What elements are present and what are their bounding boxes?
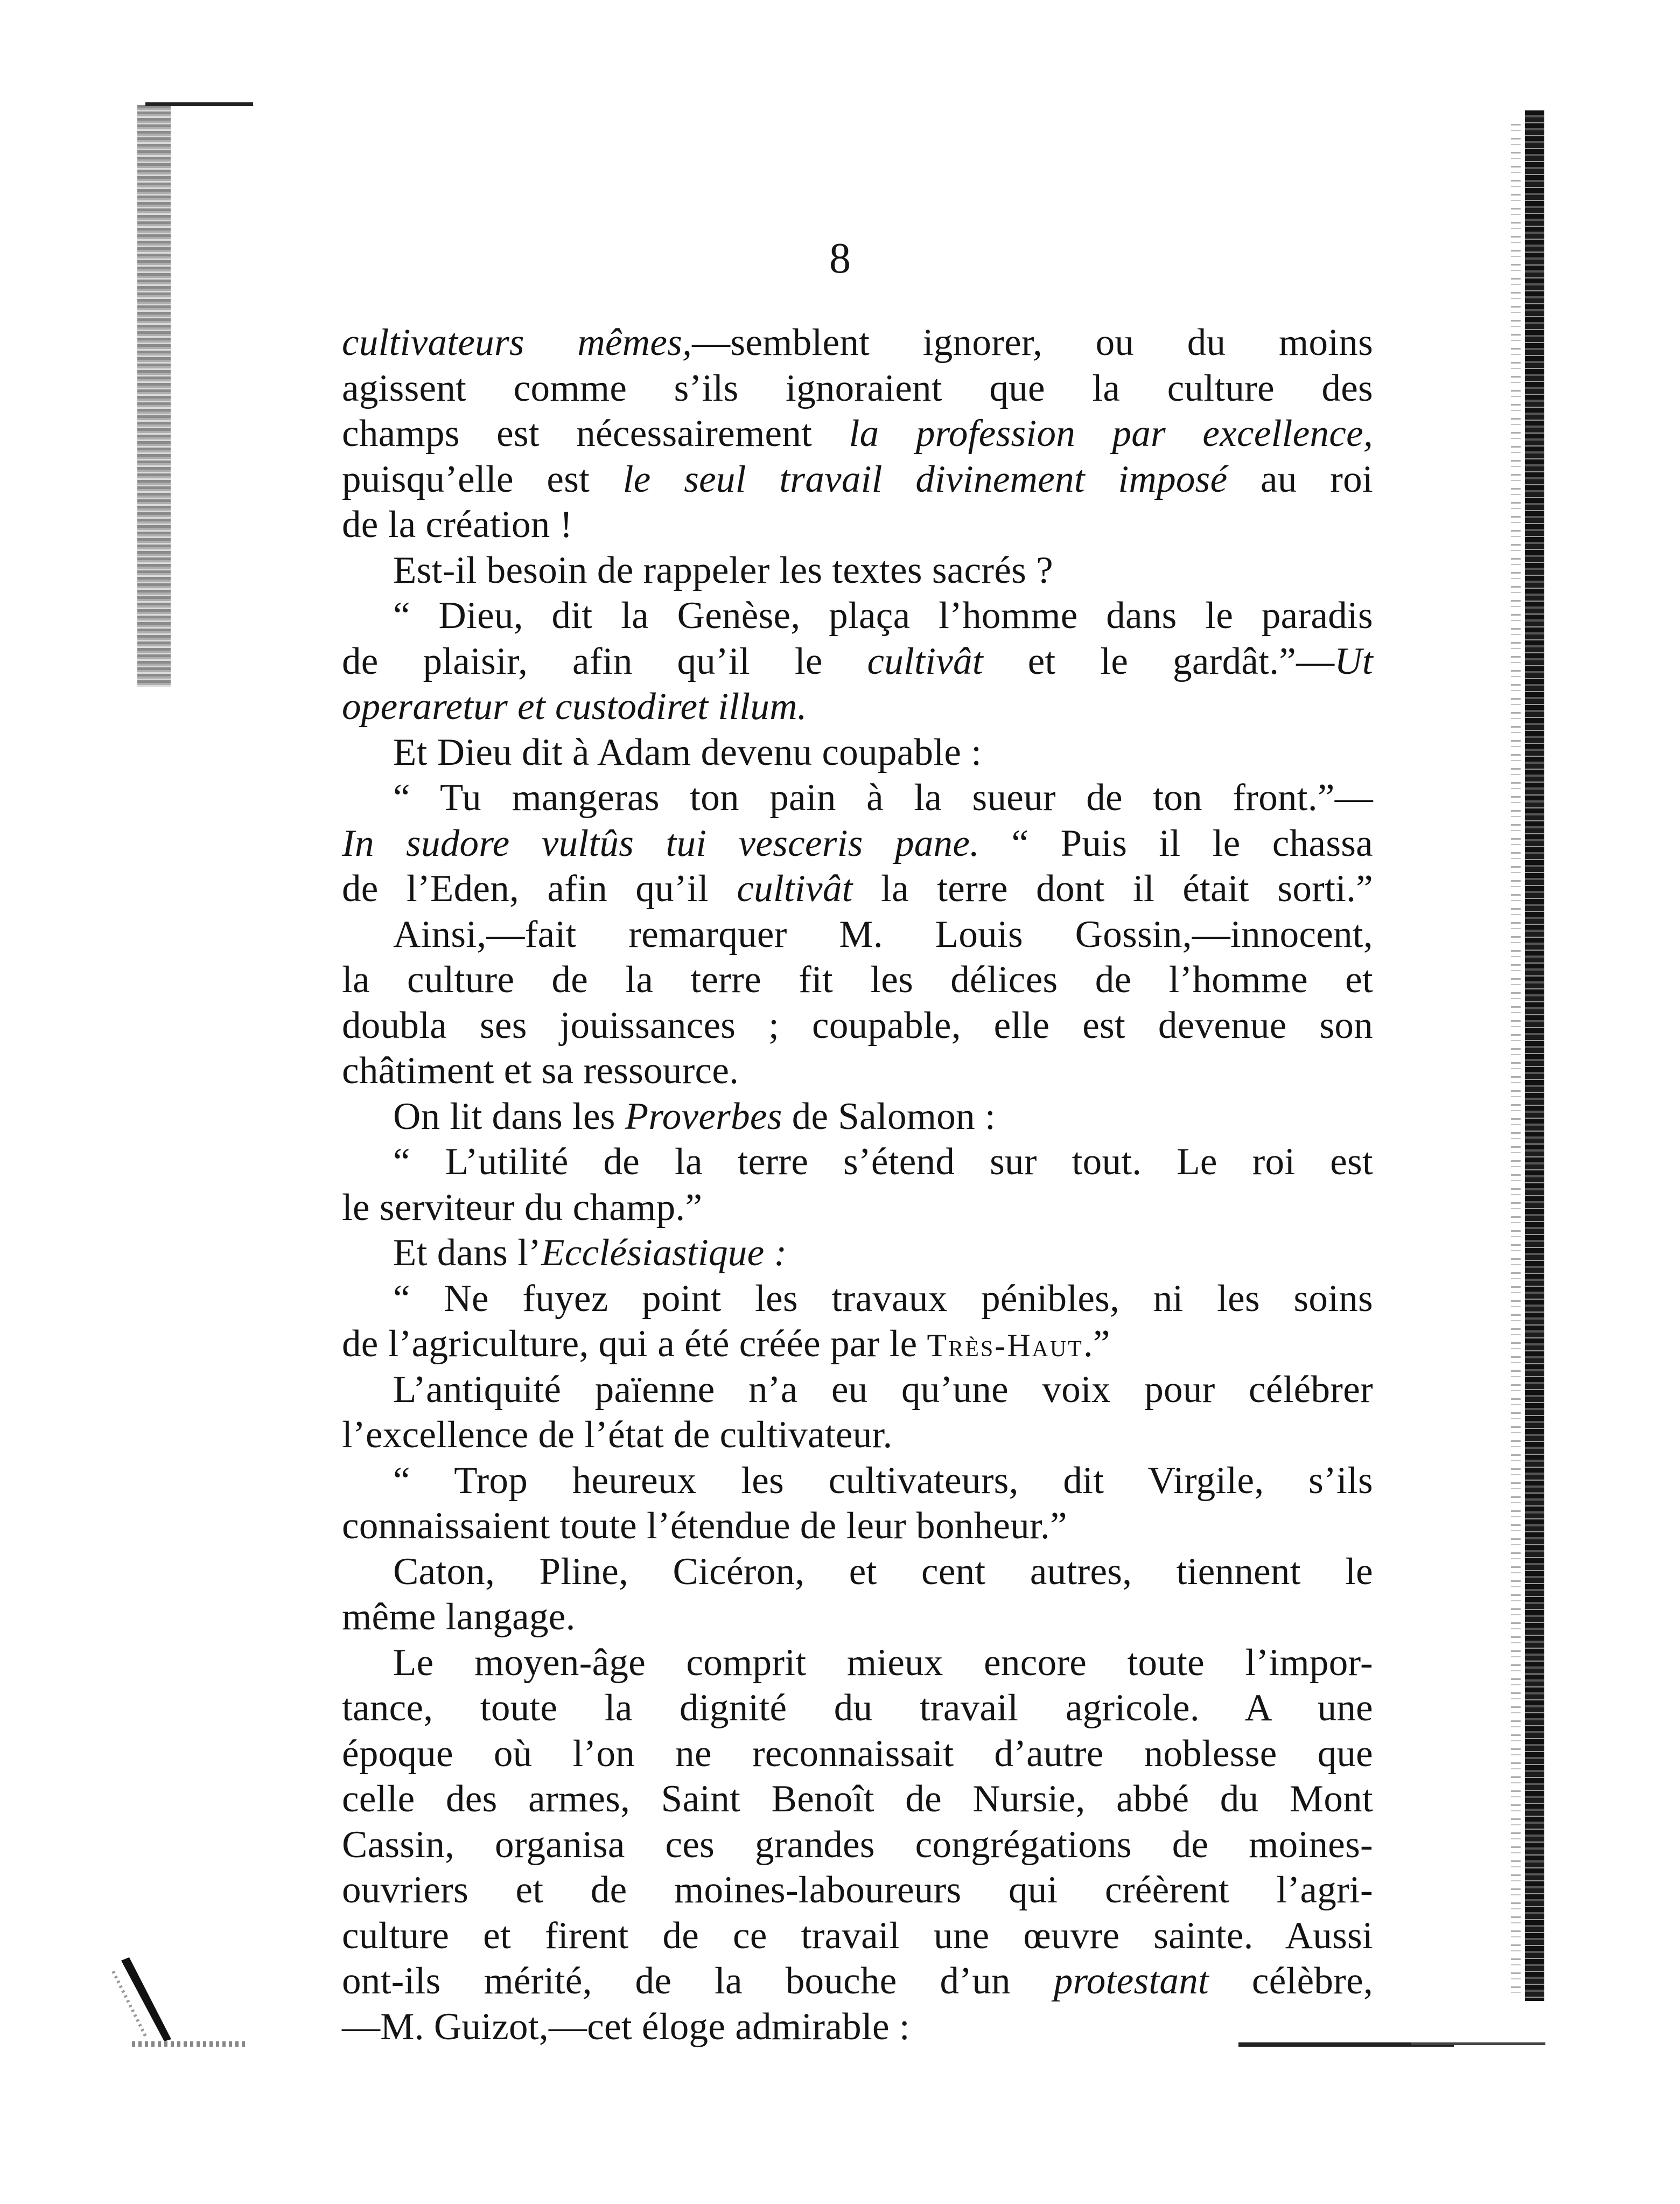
text-line: l’excellence de l’état de cultivateur. bbox=[342, 1414, 893, 1456]
text-line: Et dans l’Ecclésiastique : bbox=[393, 1232, 787, 1274]
text-line: de plaisir, afin qu’il le cultivât et le gardât.”—Ut bbox=[342, 640, 1373, 682]
text-line: Et Dieu dit à Adam devenu coupable : bbox=[393, 731, 982, 773]
text-line: Le moyen-âge comprit mieux encore toute l’impor- bbox=[393, 1641, 1373, 1684]
text-line: —M. Guizot,—cet éloge admirable : bbox=[342, 2005, 910, 2048]
text-line: de la création ! bbox=[342, 504, 573, 546]
text-line: “ Trop heureux les cultivateurs, dit Virgile, s’ils bbox=[393, 1459, 1373, 1502]
text-line: agissent comme s’ils ignoraient que la culture des bbox=[342, 367, 1373, 409]
text-line: champs est nécessairement la profession par excellence, bbox=[342, 413, 1374, 455]
text-line: le serviteur du champ.” bbox=[342, 1186, 703, 1229]
body-text bbox=[342, 320, 1373, 2049]
text-line: Ainsi,—fait remarquer M. Louis Gossin,—innocent, bbox=[393, 913, 1373, 955]
text-line: ouvriers et de moines-laboureurs qui créèrent l’agri- bbox=[342, 1869, 1373, 1911]
text-line: puisqu’elle est le seul travail divinement imposé au roi bbox=[342, 458, 1374, 500]
text-line: “ L’utilité de la terre s’étend sur tout. Le roi est bbox=[393, 1141, 1373, 1183]
text-line: la culture de la terre fit les délices de l’homme et bbox=[342, 959, 1373, 1001]
text-line: operaretur et custodiret illum. bbox=[342, 686, 807, 728]
text-line: “ Dieu, dit la Genèse, plaça l’homme dans le paradis bbox=[393, 595, 1373, 637]
page-number: 8 bbox=[829, 235, 851, 282]
text-line: On lit dans les Proverbes de Salomon : bbox=[393, 1095, 996, 1138]
text-line: In sudore vultûs tui vesceris pane. “ Puis il le chassa bbox=[342, 822, 1373, 864]
text-line: “ Tu mangeras ton pain à la sueur de ton front.”— bbox=[393, 777, 1373, 819]
text-line: cultivateurs mêmes,—semblent ignorer, ou du moins bbox=[342, 322, 1374, 364]
text-line: même langage. bbox=[342, 1596, 576, 1638]
text-line: époque où l’on ne reconnaissait d’autre noblesse que bbox=[342, 1732, 1373, 1775]
text-line: “ Ne fuyez point les travaux pénibles, ni les soins bbox=[393, 1277, 1373, 1320]
text-line: Caton, Pline, Cicéron, et cent autres, tiennent le bbox=[393, 1550, 1373, 1593]
text-line: doubla ses jouissances ; coupable, elle est devenue son bbox=[342, 1004, 1373, 1047]
scan-edge-bottom-2 bbox=[1411, 2042, 1545, 2045]
text-line: celle des armes, Saint Benoît de Nursie, abbé du Mont bbox=[342, 1778, 1373, 1820]
text-line: de l’Eden, afin qu’il cultivât la terre dont il était sorti.” bbox=[342, 868, 1373, 910]
text-line: châtiment et sa ressource. bbox=[342, 1050, 739, 1092]
scan-edge-left bbox=[137, 105, 171, 687]
text-line: de l’agriculture, qui a été créée par le Très-Haut.” bbox=[342, 1323, 1110, 1365]
scan-corner-mark bbox=[108, 1950, 248, 2047]
text-line: connaissaient toute l’étendue de leur bonheur.” bbox=[342, 1505, 1067, 1547]
scan-edge-right-inner bbox=[1511, 124, 1521, 1993]
text-line: Est-il besoin de rappeler les textes sacrés ? bbox=[393, 549, 1053, 591]
text-line: culture et firent de ce travail une œuvre sainte. Aussi bbox=[342, 1914, 1373, 1957]
text-line: L’antiquité païenne n’a eu qu’une voix pour célébrer bbox=[393, 1368, 1373, 1411]
text-line: ont-ils mérité, de la bouche d’un protestant célèbre, bbox=[342, 1960, 1373, 2002]
text-line: tance, toute la dignité du travail agricole. A une bbox=[342, 1687, 1373, 1729]
text-line: Cassin, organisa ces grandes congrégations de moines- bbox=[342, 1823, 1373, 1866]
scan-edge-right bbox=[1525, 110, 1544, 2001]
